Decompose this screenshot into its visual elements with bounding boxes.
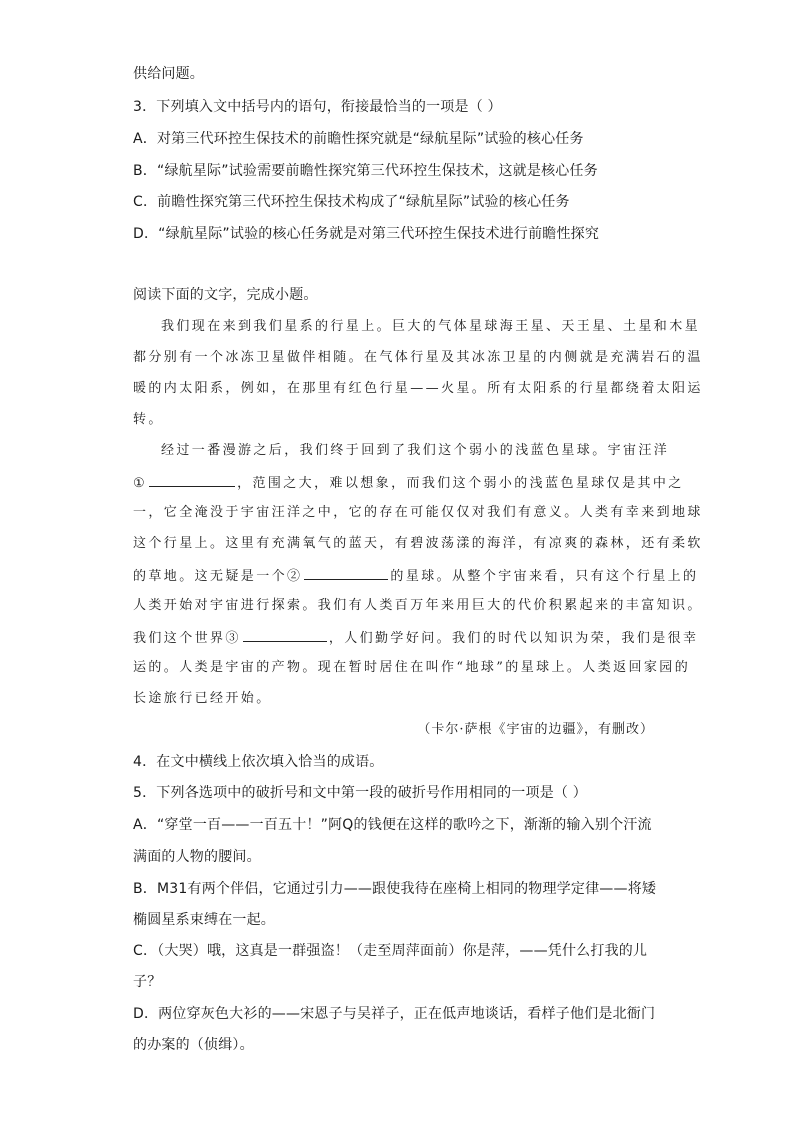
passage-line: 经过一番漫游之后，我们终于回到了我们这个弱小的浅蓝色星球。宇宙汪洋 [161, 443, 670, 458]
question-3-stem: 3．下列填入文中括号内的语句，衔接最恰当的一项是（ ） [133, 99, 502, 115]
option-b-cont: 椭圆星系束缚在一起。 [133, 912, 275, 928]
option-c: C．前瞻性探究第三代环控生保技术构成了“绿航星际”试验的核心任务 [133, 194, 570, 210]
fill-blank-1[interactable] [149, 472, 235, 487]
passage-line: ① ，范围之大，难以想象，而我们这个弱小的浅蓝色星球仅是其中之 [133, 472, 656, 494]
option-d: D．两位穿灰色大衫的——宋恩子与吴祥子，正在低声地谈话，看样子他们是北衙门 [133, 1006, 656, 1022]
option-c: C．（大哭）哦，这真是一群强盗！（走至周萍面前）你是萍，——凭什么打我的儿 [133, 943, 648, 959]
passage-line: 长途旅行已经开始。 [133, 691, 272, 706]
option-d-cont: 的办案的（侦缉）。 [133, 1037, 254, 1053]
passage-line: 人类开始对宇宙进行探索。我们有人类百万年来用巨大的代价积累起来的丰富知识。 [133, 598, 703, 613]
option-a-cont: 满面的人物的腰间。 [133, 849, 261, 865]
blank-label-1: ① [133, 476, 148, 491]
passage-line: 一，它全淹没于宇宙汪洋之中，它的存在可能仅仅对我们有意义。人类有幸来到地球 [133, 505, 703, 520]
passage-line: 运的。人类是宇宙的产物。现在暂时居住在叫作“地球”的星球上。人类返回家园的 [133, 660, 691, 675]
passage-source: （卡尔·萨根《宇宙的边疆》，有删改） [417, 722, 654, 737]
option-a: A．对第三代环控生保技术的前瞻性探究就是“绿航星际”试验的核心任务 [133, 131, 584, 147]
passage-line: 这个行星上。这里有充满氧气的蓝天，有碧波荡漾的海洋，有凉爽的森林，还有柔软 [133, 536, 703, 551]
question-5-stem: 5．下列各选项中的破折号和文中第一段的破折号作用相同的一项是（ ） [133, 785, 587, 801]
question-4-stem: 4．在文中横线上依次填入恰当的成语。 [133, 754, 384, 770]
passage-line: 我们现在来到我们星系的行星上。巨大的气体星球海王星、天王星、土星和木星 [161, 319, 701, 334]
blank-label-2: ② [287, 569, 303, 584]
passage-line: 转。 [133, 412, 164, 427]
fill-blank-2[interactable] [304, 565, 388, 580]
passage-line: 的草地。这无疑是一个② 的星球。从整个宇宙来看，只有这个行星上的 [133, 565, 656, 587]
blank-label-3: ③ [225, 631, 241, 646]
passage-line: 暖的内太阳系，例如，在那里有红色行星——火星。所有太阳系的行星都绕着太阳运 [133, 381, 703, 396]
option-c-cont: 子？ [133, 974, 162, 990]
passage-line: 我们这个世界③ ，人们勤学好问。我们的时代以知识为荣，我们是很幸 [133, 627, 656, 649]
text-line: 供给问题。 [133, 66, 204, 82]
option-a: A．“穿堂一百——一百五十！”阿Q的钱便在这样的歌吟之下，渐渐的输入别个汗流 [133, 817, 652, 833]
passage-line: 都分别有一个冰冻卫星做伴相随。在气体行星及其冰冻卫星的内侧就是充满岩石的温 [133, 350, 703, 365]
option-b: B．M31有两个伴侣，它通过引力——跟使我待在座椅上相同的物理学定律——将矮 [133, 881, 657, 897]
option-d: D．“绿航星际”试验的核心任务就是对第三代环控生保技术进行前瞻性探究 [133, 226, 600, 242]
read-instruction: 阅读下面的文字，完成小题。 [133, 287, 318, 303]
option-b: B．“绿航星际”试验需要前瞻性探究第三代环控生保技术，这就是核心任务 [133, 163, 598, 179]
fill-blank-3[interactable] [243, 627, 327, 642]
